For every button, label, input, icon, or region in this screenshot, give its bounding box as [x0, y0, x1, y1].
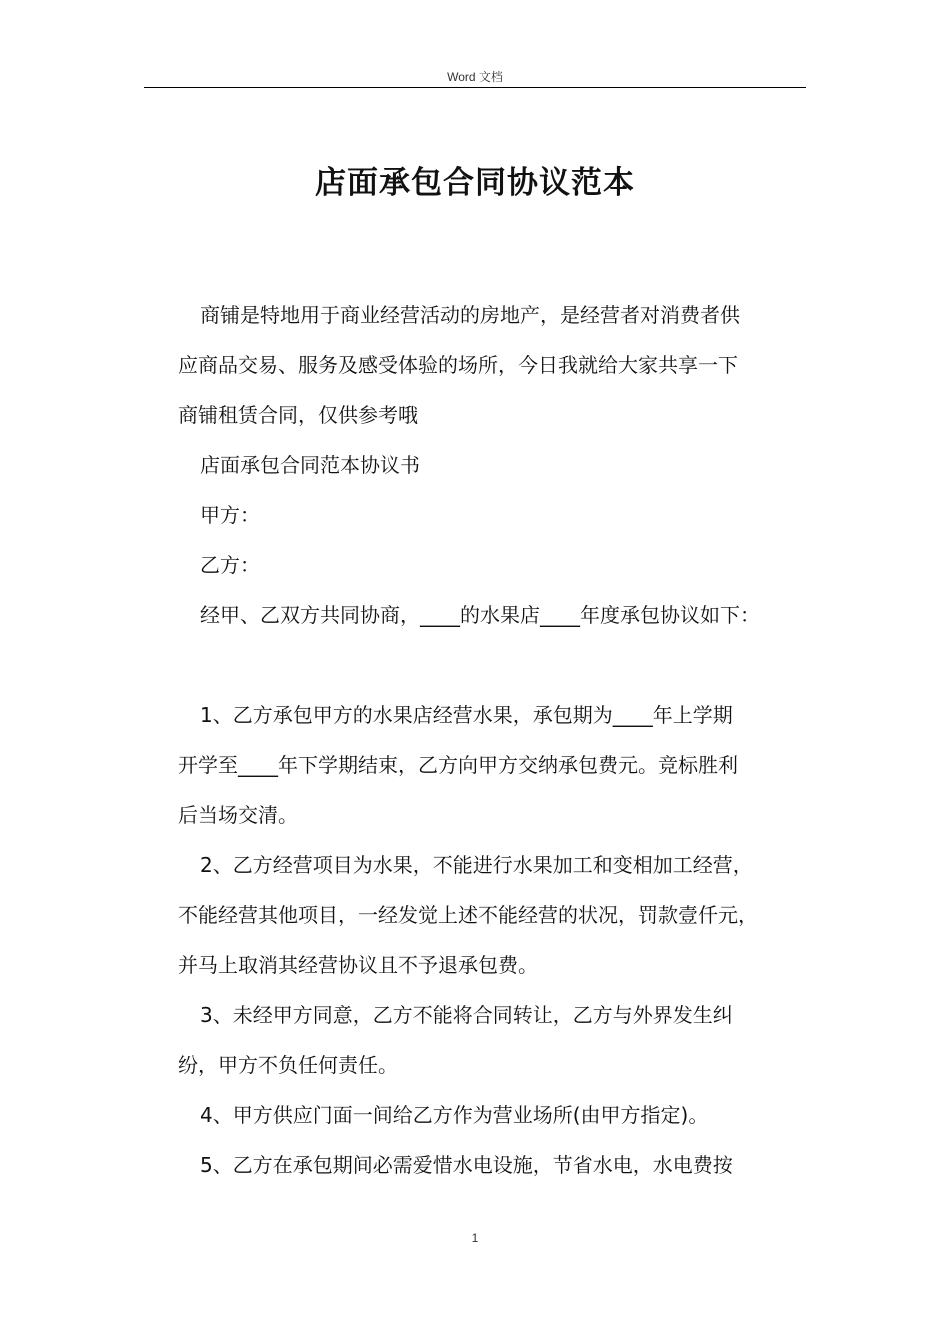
- text-line: 经甲、乙双方共同协商，____的水果店____年度承包协议如下：: [200, 603, 760, 627]
- paragraph-clause-4: [178, 1090, 812, 1140]
- paragraph-clause-1: [178, 690, 812, 840]
- text-line: 应商品交易、服务及感受体验的场所，今日我就给大家共享一下: [178, 353, 738, 377]
- text-line: 商铺是特地用于商业经营活动的房地产，是经营者对消费者供: [200, 303, 740, 327]
- paragraph-intro: [178, 290, 812, 440]
- paragraph-clause-3: [178, 990, 812, 1090]
- text-line: 开学至____年下学期结束，乙方向甲方交纳承包费元。竞标胜利: [178, 753, 738, 777]
- paragraph-clause-5: [178, 1140, 812, 1190]
- text-line: 纷，甲方不负任何责任。: [178, 1053, 398, 1077]
- text-line: 1、乙方承包甲方的水果店经营水果，承包期为____年上学期: [200, 703, 733, 727]
- paragraph-party-a: [178, 490, 812, 540]
- text-line: 2、乙方经营项目为水果，不能进行水果加工和变相加工经营，: [200, 853, 753, 877]
- header-divider: [144, 87, 806, 88]
- text-line: 3、未经甲方同意，乙方不能将合同转让，乙方与外界发生纠: [200, 1003, 733, 1027]
- paragraph-clause-2: [178, 840, 812, 990]
- text-line: 甲方：: [200, 503, 260, 527]
- text-line: 后当场交清。: [178, 803, 298, 827]
- document-body: [178, 290, 812, 1190]
- text-line: 不能经营其他项目，一经发觉上述不能经营的状况，罚款壹仟元，: [178, 903, 758, 927]
- paragraph-agreement-intro: [178, 590, 812, 640]
- text-line: 并马上取消其经营协议且不予退承包费。: [178, 953, 538, 977]
- text-line: 店面承包合同范本协议书: [200, 453, 420, 477]
- text-line: 5、乙方在承包期间必需爱惜水电设施，节省水电，水电费按: [200, 1153, 733, 1177]
- text-line: 4、甲方供应门面一间给乙方作为营业场所(由甲方指定)。: [200, 1103, 709, 1127]
- paragraph-subtitle: [178, 440, 812, 490]
- text-line: 乙方：: [200, 553, 260, 577]
- paragraph-party-b: [178, 540, 812, 590]
- text-line: 商铺租赁合同，仅供参考哦: [178, 403, 418, 427]
- page-number: 1: [471, 1231, 479, 1245]
- document-title: 店面承包合同协议范本: [315, 165, 635, 201]
- blank-line: [178, 640, 812, 690]
- page-header: Word 文档: [447, 70, 503, 84]
